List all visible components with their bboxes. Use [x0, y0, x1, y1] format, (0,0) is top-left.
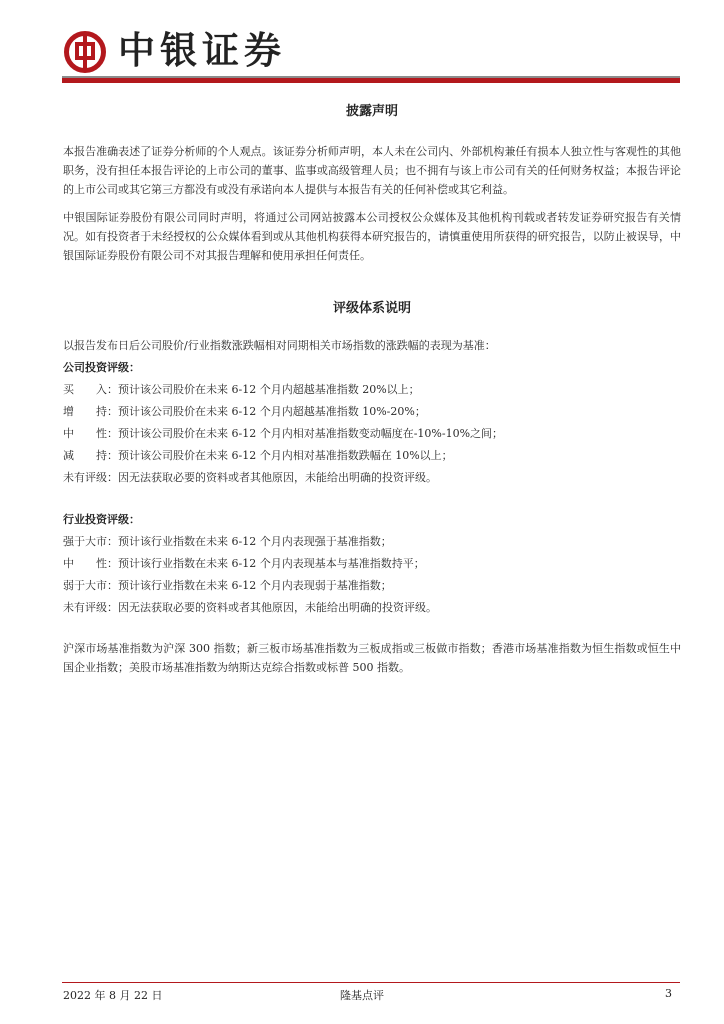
- rating-item: [63, 553, 681, 575]
- rating-text: 预计该行业指数在未来 6-12 个月内表现强于基准指数；: [118, 535, 392, 548]
- disclosure-title: 披露声明: [345, 104, 398, 119]
- rating-label: 减 持：: [63, 449, 118, 462]
- rating-text: 因无法获取必要的资料或者其他原因，未能给出明确的投资评级。: [118, 601, 437, 614]
- rating-item: [63, 531, 681, 553]
- rating-label: 中 性：: [63, 427, 118, 440]
- rating-label: 中 性：: [63, 557, 118, 570]
- rating-text: 预计该公司股价在未来 6-12 个月内相对基准指数跌幅在 10%以上；: [118, 449, 453, 462]
- industry-rating-heading: 行业投资评级：: [63, 513, 140, 526]
- rating-title: 评级体系说明: [332, 301, 411, 316]
- rating-text: 因无法获取必要的资料或者其他原因，未能给出明确的投资评级。: [118, 471, 437, 484]
- page-content: [63, 96, 681, 677]
- rating-label: 弱于大市：: [63, 579, 118, 592]
- company-rating-heading: 公司投资评级：: [63, 361, 140, 374]
- rating-item: [63, 445, 681, 467]
- industry-rating-list: [63, 531, 681, 619]
- header-rule-red: [62, 78, 680, 83]
- rating-item: [63, 379, 681, 401]
- rating-label: 强于大市：: [63, 535, 118, 548]
- page-number: 3: [665, 987, 672, 1000]
- bank-of-china-logo-icon: [63, 30, 107, 74]
- rating-text: 预计该行业指数在未来 6-12 个月内表现弱于基准指数；: [118, 579, 392, 592]
- company-rating-list: [63, 379, 681, 489]
- brand-name: 中银证券: [118, 29, 286, 72]
- rating-intro: 以报告发布日后公司股价/行业指数涨跌幅相对同期相关市场指数的涨跌幅的表现为基准：: [63, 339, 496, 352]
- rating-label: 增 持：: [63, 405, 118, 418]
- rating-item: [63, 401, 681, 423]
- rating-label: 未有评级：: [63, 601, 118, 614]
- footer-rule: [62, 982, 680, 983]
- footer-doc-type: 隆基点评: [340, 989, 384, 1002]
- rating-label: 买 入：: [63, 383, 118, 396]
- rating-text: 预计该行业指数在未来 6-12 个月内表现基本与基准指数持平；: [118, 557, 425, 570]
- rating-label: 未有评级：: [63, 471, 118, 484]
- rating-text: 预计该公司股价在未来 6-12 个月内相对基准指数变动幅度在-10%-10%之间；: [118, 427, 504, 440]
- disclosure-paragraph-1: 本报告准确表述了证券分析师的个人观点。该证券分析师声明，本人未在公司内、外部机构兼任有损本人独立性与客观性的其他职务，没有担任本报告评论的上市公司的董事、监事或高级管理人员；也不拥有与该上市公司有关的任何财务权益；本报告评论的上市公司或其它第三方都没有或没有承诺向本人提供与本报告有关的任何补偿或其它利益。: [63, 145, 681, 196]
- rating-item: [63, 467, 681, 489]
- rating-item: [63, 423, 681, 445]
- rating-item: [63, 597, 681, 619]
- rating-text: 预计该公司股价在未来 6-12 个月内超越基准指数 10%-20%；: [118, 405, 426, 418]
- disclosure-paragraph-2: 中银国际证券股份有限公司同时声明，将通过公司网站披露本公司授权公众媒体及其他机构刊载或者转发证券研究报告有关情况。如有投资者于未经授权的公众媒体看到或从其他机构获得本研究报告的，请慎重使用所获得的研究报告，以防止被误导，中银国际证券股份有限公司不对其报告理解和使用承担任何责任。: [63, 211, 681, 262]
- page-header: [0, 0, 724, 90]
- rating-item: [63, 575, 681, 597]
- benchmark-note: 沪深市场基准指数为沪深 300 指数；新三板市场基准指数为三板成指或三板做市指数；香港市场基准指数为恒生指数或恒生中国企业指数；美股市场基准指数为纳斯达克综合指数或标普 500 指数。: [63, 642, 681, 674]
- rating-text: 预计该公司股价在未来 6-12 个月内超越基准指数 20%以上；: [118, 383, 420, 396]
- footer-date: 2022 年 8 月 22 日: [63, 989, 163, 1002]
